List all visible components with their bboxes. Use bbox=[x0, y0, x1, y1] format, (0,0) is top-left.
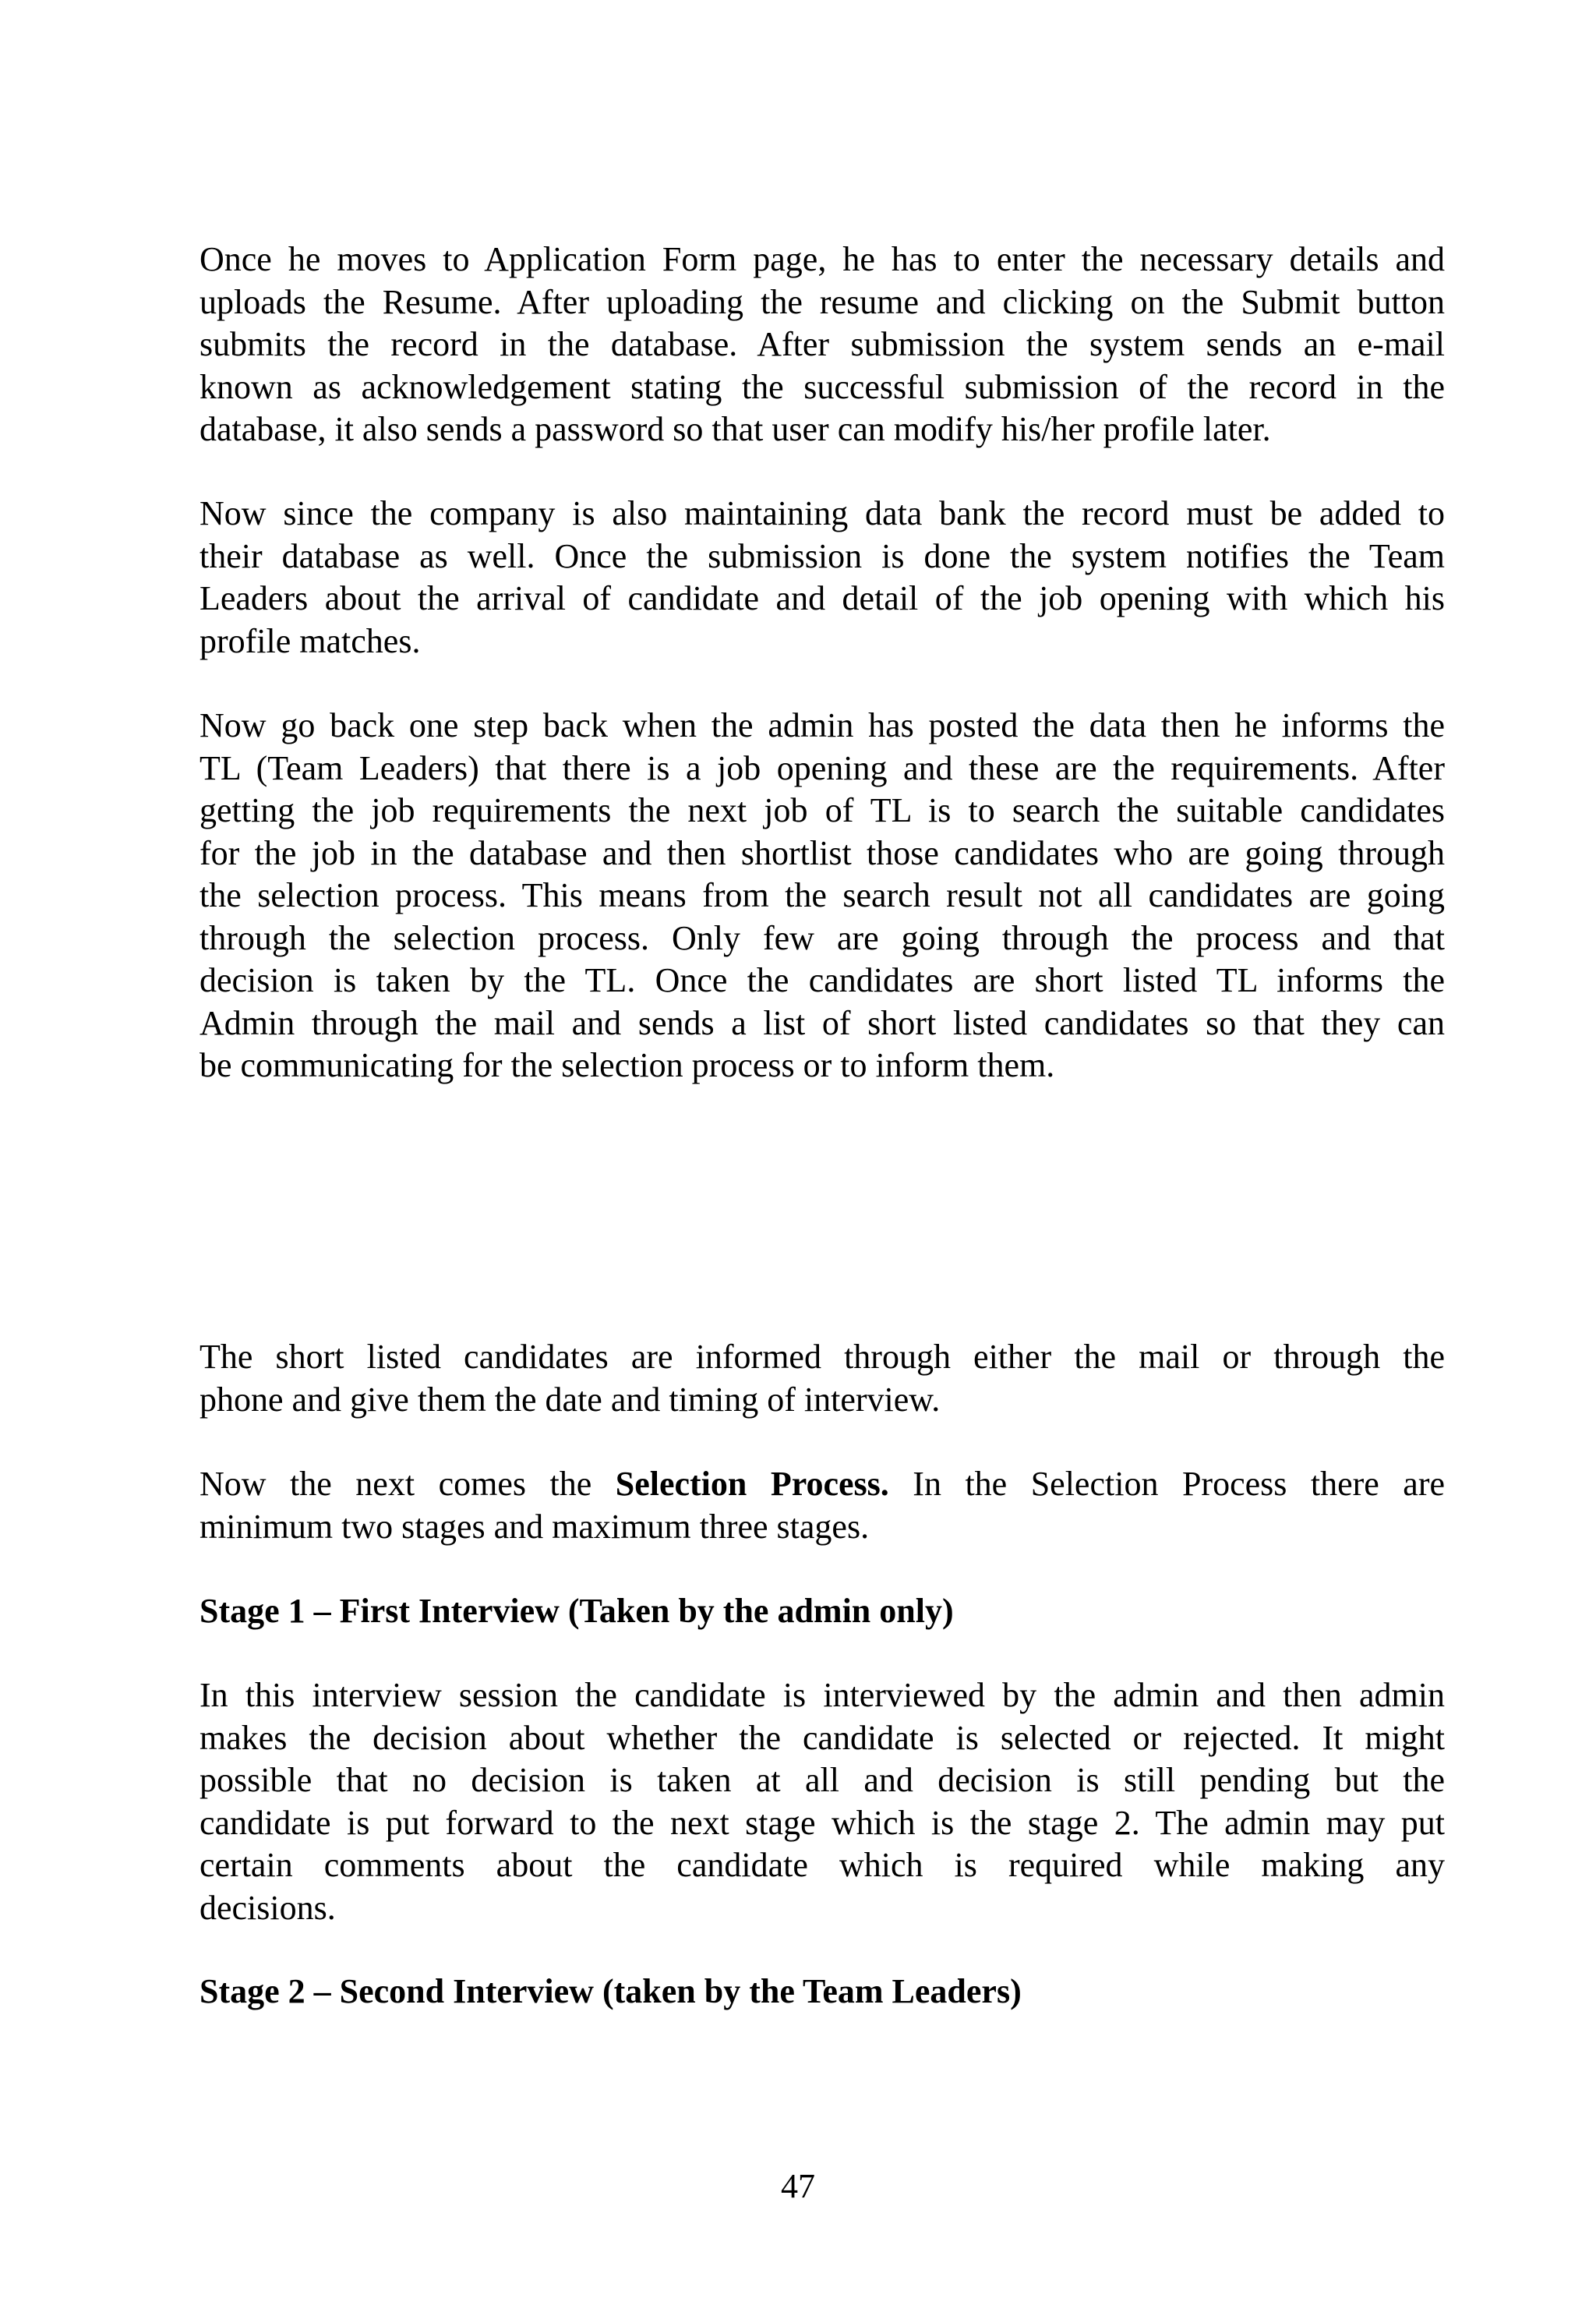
text-line: for the job in the database and then shortlist those candidates who are going through bbox=[200, 833, 1445, 872]
text-line: getting the job requirements the next job of TL is to search the suitable candidates bbox=[200, 791, 1445, 829]
text-line: minimum two stages and maximum three stages. bbox=[200, 1507, 870, 1546]
text-line: possible that no decision is taken at all and decision is still pending but the bbox=[200, 1761, 1445, 1799]
text-run: Now the next comes the bbox=[200, 1465, 616, 1503]
paragraph-data-bank bbox=[200, 493, 1445, 663]
text-line: The short listed candidates are informed through either the mail or through the bbox=[200, 1338, 1445, 1376]
text-line bbox=[200, 1463, 1445, 1506]
text-line: decisions. bbox=[200, 1888, 336, 1927]
text-line: through the selection process. Only few are going through the process and that bbox=[200, 918, 1445, 957]
paragraph-first-interview bbox=[200, 1674, 1445, 1929]
section-heading-stage-1: Stage 1 – First Interview (Taken by the admin only) bbox=[200, 1592, 954, 1630]
text-line: profile matches. bbox=[200, 621, 421, 660]
bold-term: Selection Process. bbox=[615, 1465, 889, 1503]
text-line: database, it also sends a password so that user can modify his/her profile later. bbox=[200, 410, 1271, 448]
paragraph-selection-process bbox=[200, 1463, 1445, 1548]
text-line: uploads the Resume. After uploading the resume and clicking on the Submit button bbox=[200, 282, 1445, 321]
text-line: phone and give them the date and timing of interview. bbox=[200, 1380, 941, 1419]
paragraph-short-listed bbox=[200, 1336, 1445, 1421]
text-line: candidate is put forward to the next stage which is the stage 2. The admin may put bbox=[200, 1803, 1445, 1842]
text-line: In this interview session the candidate is interviewed by the admin and then admin bbox=[200, 1676, 1445, 1714]
text-line: certain comments about the candidate which is required while making any bbox=[200, 1846, 1445, 1884]
text-line: be communicating for the selection process or to inform them. bbox=[200, 1046, 1055, 1084]
text-line: Admin through the mail and sends a list of short listed candidates so that they can bbox=[200, 1003, 1445, 1042]
text-line: decision is taken by the TL. Once the candidates are short listed TL informs the bbox=[200, 961, 1445, 999]
text-line: Now go back one step back when the admin has posted the data then he informs the bbox=[200, 706, 1445, 744]
text-line: their database as well. Once the submission is done the system notifies the Team bbox=[200, 536, 1445, 575]
paragraph-team-leaders bbox=[200, 705, 1445, 1087]
text-line: Now since the company is also maintaining data bank the record must be added to bbox=[200, 494, 1445, 532]
text-run: In the Selection Process there are bbox=[888, 1465, 1446, 1503]
section-heading-stage-2: Stage 2 – Second Interview (taken by the Team Leaders) bbox=[200, 1972, 1022, 2010]
page-number: 47 bbox=[781, 2167, 815, 2205]
text-line: the selection process. This means from the search result not all candidates are going bbox=[200, 876, 1445, 914]
text-line: known as acknowledgement stating the successful submission of the record in the bbox=[200, 367, 1445, 406]
text-line: submits the record in the database. After submission the system sends an e-mail bbox=[200, 325, 1445, 363]
text-line: Once he moves to Application Form page, he has to enter the necessary details and bbox=[200, 240, 1445, 278]
paragraph-application-form bbox=[200, 239, 1445, 451]
text-line: Leaders about the arrival of candidate and detail of the job opening with which his bbox=[200, 579, 1445, 617]
text-line: makes the decision about whether the candidate is selected or rejected. It might bbox=[200, 1718, 1445, 1757]
text-line: TL (Team Leaders) that there is a job opening and these are the requirements. After bbox=[200, 748, 1445, 787]
